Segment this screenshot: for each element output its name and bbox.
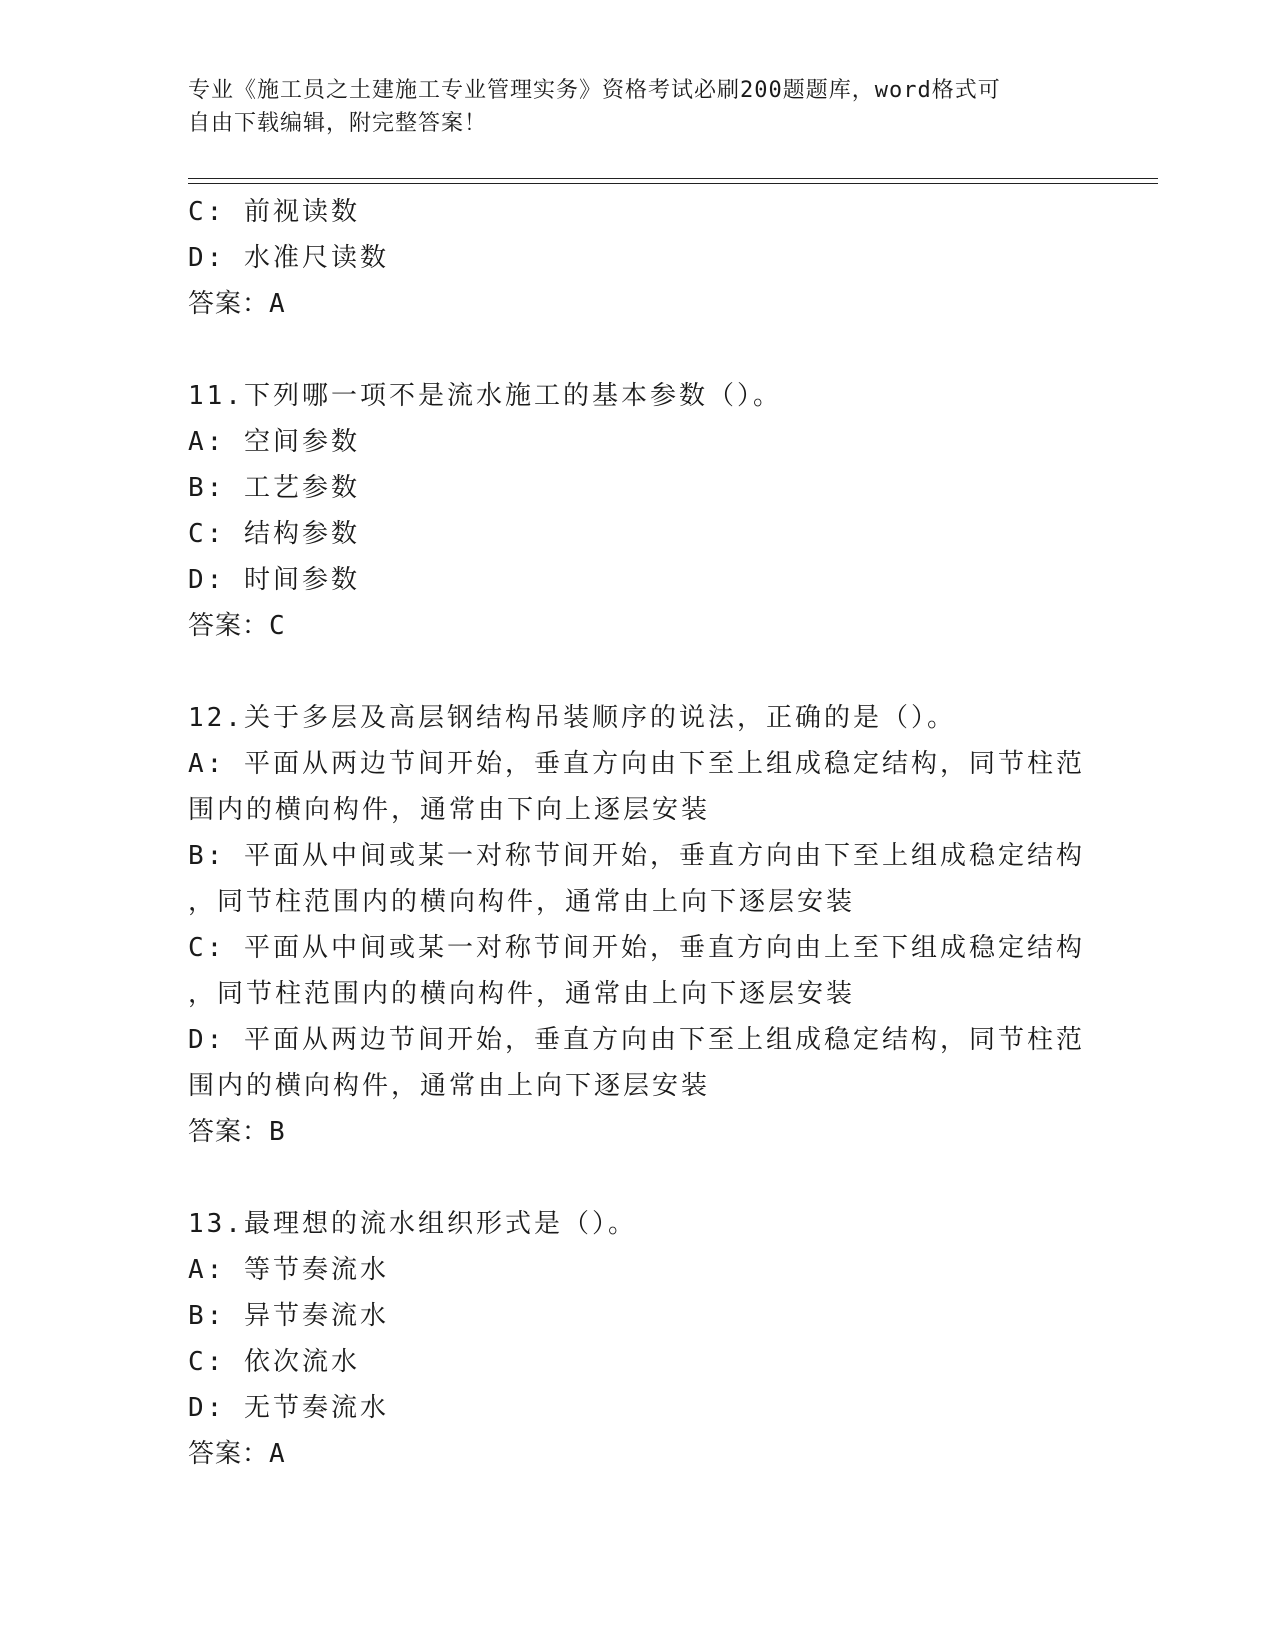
q11-option-a: A: 空间参数 <box>188 427 360 457</box>
option-line: B: 平面从中间或某一对称节间开始，垂直方向由下至上组成稳定结构 <box>188 841 1085 871</box>
option-line: 围内的横向构件，通常由上向下逐层安装 <box>188 1071 711 1101</box>
header-title-line-1: 专业《施工员之土建施工专业管理实务》资格考试必刷200题题库，word格式可 <box>188 78 1001 103</box>
q11-option-b: B: 工艺参数 <box>188 473 360 503</box>
option-line: ，同节柱范围内的横向构件，通常由上向下逐层安装 <box>188 979 856 1009</box>
option-line: A: 平面从两边节间开始，垂直方向由下至上组成稳定结构，同节柱范 <box>188 749 1085 779</box>
answer-value: C <box>269 611 286 641</box>
q11-option-c: C: 结构参数 <box>188 519 360 549</box>
q13-option-b: B: 异节奏流水 <box>188 1301 389 1331</box>
q13-option-c: C: 依次流水 <box>188 1347 360 1377</box>
spacer <box>188 649 1088 695</box>
q13-option-a: A: 等节奏流水 <box>188 1255 389 1285</box>
q12-option-a <box>188 741 1088 833</box>
q10-option-d: D: 水准尺读数 <box>188 243 389 273</box>
header-divider-top <box>188 178 1158 179</box>
q13-answer <box>188 1431 1088 1477</box>
option-line: 围内的横向构件，通常由下向上逐层安装 <box>188 795 711 825</box>
q12-option-d <box>188 1017 1088 1109</box>
spacer <box>188 327 1088 373</box>
spacer <box>188 1155 1088 1201</box>
answer-label: 答案： <box>188 1117 270 1147</box>
answer-value: B <box>269 1117 286 1147</box>
answer-label: 答案： <box>188 289 270 319</box>
q10-answer <box>188 281 1088 327</box>
document-header <box>188 74 1068 140</box>
option-line: ，同节柱范围内的横向构件，通常由上向下逐层安装 <box>188 887 856 917</box>
header-divider-bottom <box>188 183 1158 184</box>
header-title-line-2: 自由下载编辑，附完整答案！ <box>188 111 488 136</box>
option-line: D: 平面从两边节间开始，垂直方向由下至上组成稳定结构，同节柱范 <box>188 1025 1085 1055</box>
q11-stem: 11.下列哪一项不是流水施工的基本参数（）。 <box>188 381 782 411</box>
q13-option-d: D: 无节奏流水 <box>188 1393 389 1423</box>
option-line: C: 平面从中间或某一对称节间开始，垂直方向由上至下组成稳定结构 <box>188 933 1085 963</box>
question-list <box>188 189 1088 1477</box>
q12-option-b <box>188 833 1088 925</box>
answer-value: A <box>269 1439 286 1469</box>
q12-stem: 12.关于多层及高层钢结构吊装顺序的说法，正确的是（）。 <box>188 703 956 733</box>
q10-option-c: C: 前视读数 <box>188 197 360 227</box>
q11-option-d: D: 时间参数 <box>188 565 360 595</box>
q12-answer <box>188 1109 1088 1155</box>
answer-label: 答案： <box>188 611 270 641</box>
q12-option-c <box>188 925 1088 1017</box>
q13-stem: 13.最理想的流水组织形式是（）。 <box>188 1209 637 1239</box>
answer-value: A <box>269 289 286 319</box>
answer-label: 答案： <box>188 1439 270 1469</box>
q11-answer <box>188 603 1088 649</box>
